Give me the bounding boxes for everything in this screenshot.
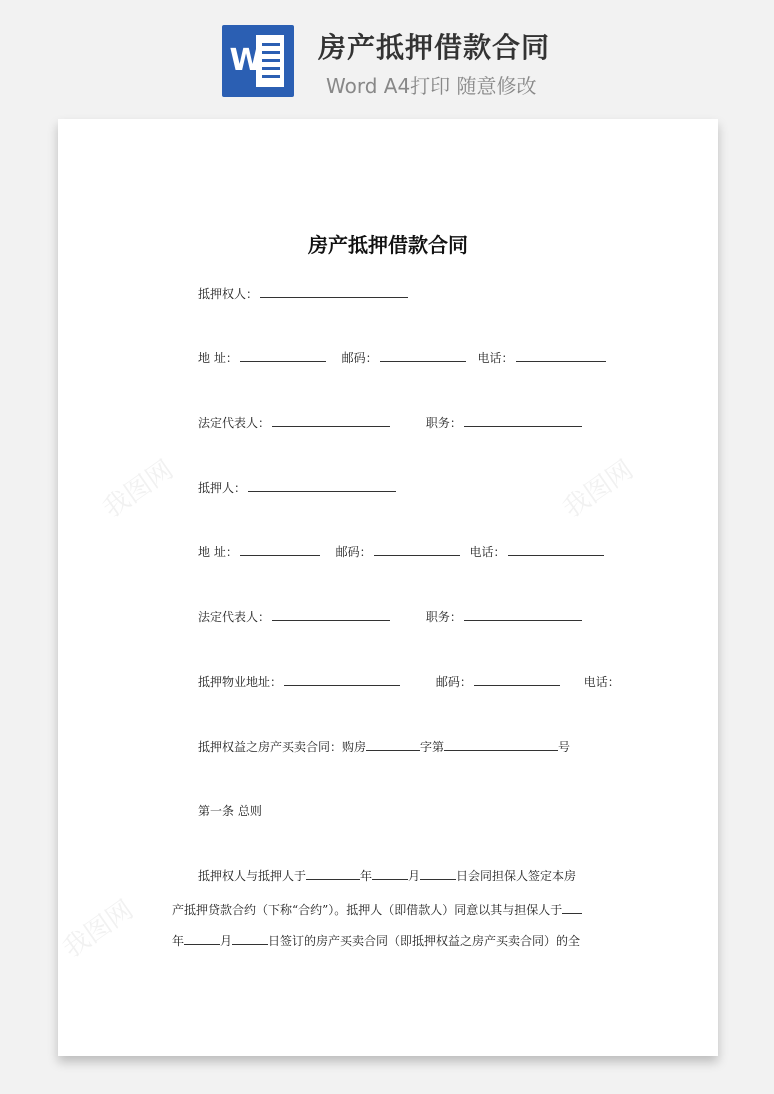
position-label: 职务： [425,610,462,624]
phone-blank[interactable] [508,544,604,556]
legal-rep-label: 法定代表人： [198,416,271,430]
paragraph-text: 抵押权人与抵押人于 [198,869,307,883]
legal-rep-blank[interactable] [272,415,390,427]
paragraph-text: 月 [220,934,233,948]
property-address-row [198,673,620,690]
watermark: 我图网 [557,454,639,525]
property-address-blank[interactable] [284,674,400,686]
word-document-icon [222,25,294,97]
contract-number-blank[interactable] [444,739,558,751]
mortgagee-row [198,285,410,302]
phone-label: 电话： [583,675,620,689]
postcode-label: 邮码： [341,351,378,365]
date-year-blank[interactable] [306,868,360,880]
article-1-heading: 第一条 总则 [198,804,262,818]
banner-title: 房产抵押借款合同 [318,31,551,64]
mortgagor-legal-rep-row [198,608,584,625]
contract-year-blank[interactable] [366,739,420,751]
header-banner [0,0,774,110]
legal-rep-label: 法定代表人： [198,610,271,624]
word-icon-letter: W [229,43,263,78]
phone-label: 电话： [477,351,514,365]
position-blank[interactable] [464,609,582,621]
postcode-blank[interactable] [374,544,460,556]
paragraph-line-1 [198,867,576,884]
mortgagor-label: 抵押人： [198,481,247,495]
legal-rep-blank[interactable] [272,609,390,621]
mortgagee-label: 抵押权人： [198,287,259,301]
address-label: 地 址： [198,545,238,559]
paragraph-text: 年 [360,869,373,883]
mortgagor-row [198,479,398,496]
banner-subtitle: Word A4打印 随意修改 [326,74,537,98]
year-blank[interactable] [562,902,582,914]
postcode-blank[interactable] [474,674,560,686]
day-blank[interactable] [232,933,268,945]
mortgagor-address-row [198,543,606,560]
address-label: 地 址： [198,351,238,365]
date-month-blank[interactable] [372,868,408,880]
contract-prefix: 抵押权益之房产买卖合同：购房 [198,740,367,754]
document-title: 房产抵押借款合同 [308,233,468,257]
mortgagor-blank[interactable] [248,480,396,492]
postcode-label: 邮码： [435,675,472,689]
watermark: 我图网 [57,894,139,965]
phone-label: 电话： [469,545,506,559]
paragraph-text: 产抵押贷款合约（下称“合约”）。抵押人（即借款人）同意以其与担保人于 [172,903,563,917]
mortgagee-address-row [198,349,608,366]
mortgagee-legal-rep-row [198,414,584,431]
paragraph-line-2 [172,901,582,918]
month-blank[interactable] [184,933,220,945]
position-blank[interactable] [464,415,582,427]
contract-number-row [198,738,570,755]
paragraph-text: 日签订的房产买卖合同（即抵押权益之房产买卖合同）的全 [268,934,581,948]
address-blank[interactable] [240,350,326,362]
paragraph-text: 月 [408,869,421,883]
date-day-blank[interactable] [420,868,456,880]
contract-no-suffix: 号 [558,740,571,754]
position-label: 职务： [425,416,462,430]
address-blank[interactable] [240,544,320,556]
postcode-blank[interactable] [380,350,466,362]
paragraph-text: 日会同担保人签定本房 [456,869,577,883]
property-address-label: 抵押物业地址： [198,675,283,689]
paragraph-text: 年 [172,934,185,948]
watermark: 我图网 [97,454,179,525]
contract-char: 字第 [420,740,445,754]
mortgagee-blank[interactable] [260,286,408,298]
paragraph-line-3 [172,932,580,949]
postcode-label: 邮码： [335,545,372,559]
phone-blank[interactable] [516,350,606,362]
document-page [58,119,718,1056]
